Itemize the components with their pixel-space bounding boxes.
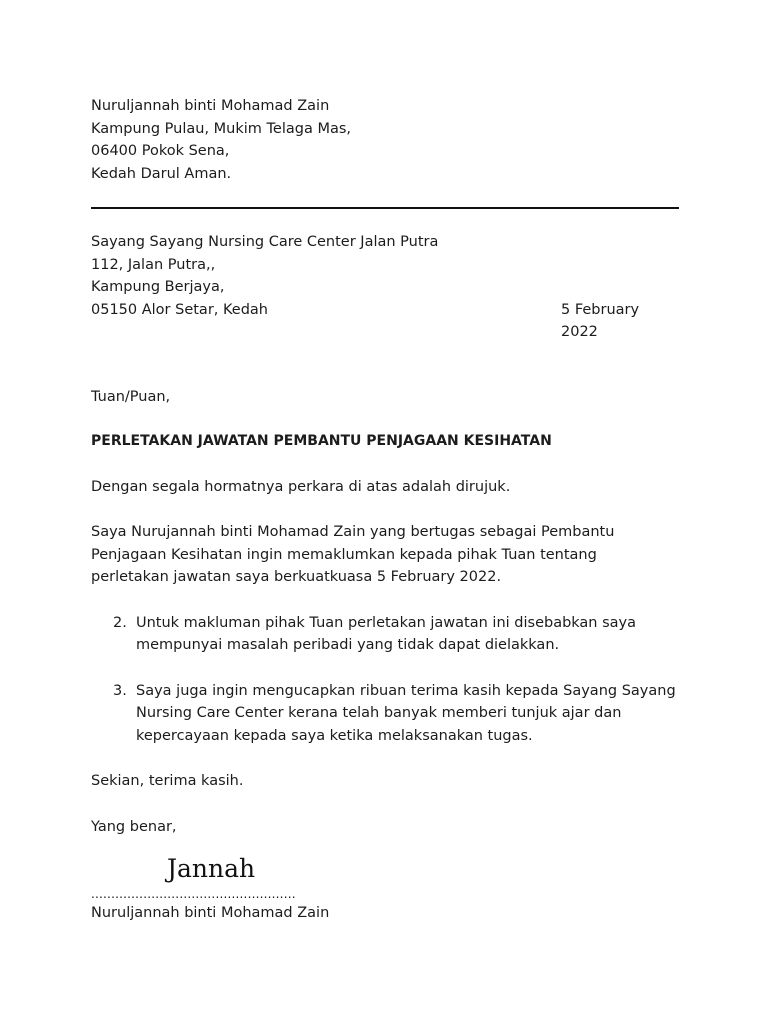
list-item [113,612,679,657]
recipient-address-line-2: Kampung Berjaya, [91,279,225,295]
sender-address-line-2: 06400 Pokok Sena, [91,143,230,159]
recipient-last-row [91,299,679,344]
list-item-number: 2. [113,614,127,631]
letter-date: 5 February 2022 [561,301,640,340]
salutation: Tuan/Puan, [91,388,171,405]
recipient-block [91,231,679,344]
list-item-text: Saya juga ingin mengucapkan ribuan terima kasih kepada Sayang Sayang Nursing Care Center kerana telah banyak memberi tunjuk ajar dan kepercayaan kepada saya ketika melaksanakan tugas. [136,682,676,744]
signature-dotted-line: ................................................... [91,887,296,901]
sender-name: Nuruljannah binti Mohamad Zain [91,98,330,114]
sender-block [91,95,679,185]
sign-off: Yang benar, [91,818,177,835]
sender-address-line-3: Kedah Darul Aman. [91,165,232,182]
body-paragraph: Saya Nurujannah binti Mohamad Zain yang bertugas sebagai Pembantu Penjagaan Kesihatan ingin memaklumkan kepada pihak Tuan tentang perletakan jawatan saya berkuatkuasa 5 February 2022. [91,524,615,585]
signer-name: Nuruljannah binti Mohamad Zain [91,905,330,921]
signature: Jannah [167,854,256,883]
closing-line: Sekian, terima kasih. [91,773,244,789]
recipient-name: Sayang Sayang Nursing Care Center Jalan Putra [91,234,439,250]
intro-paragraph: Dengan segala hormatnya perkara di atas adalah dirujuk. [91,478,511,495]
list-item-text: Untuk makluman pihak Tuan perletakan jawatan ini disebabkan saya mempunyai masalah peribadi yang tidak dapat dielakkan. [136,614,637,653]
header-divider [91,207,679,209]
letter-subject: PERLETAKAN JAWATAN PEMBANTU PENJAGAAN KESIHATAN [91,433,552,449]
sender-address-line-1: Kampung Pulau, Mukim Telaga Mas, [91,120,352,137]
recipient-address-line-1: 112, Jalan Putra,, [91,256,216,273]
list-item-number: 3. [113,682,127,699]
list-item [113,680,679,748]
recipient-address-line-3: 05150 Alor Setar, Kedah [91,301,268,318]
letter-page [91,95,679,925]
